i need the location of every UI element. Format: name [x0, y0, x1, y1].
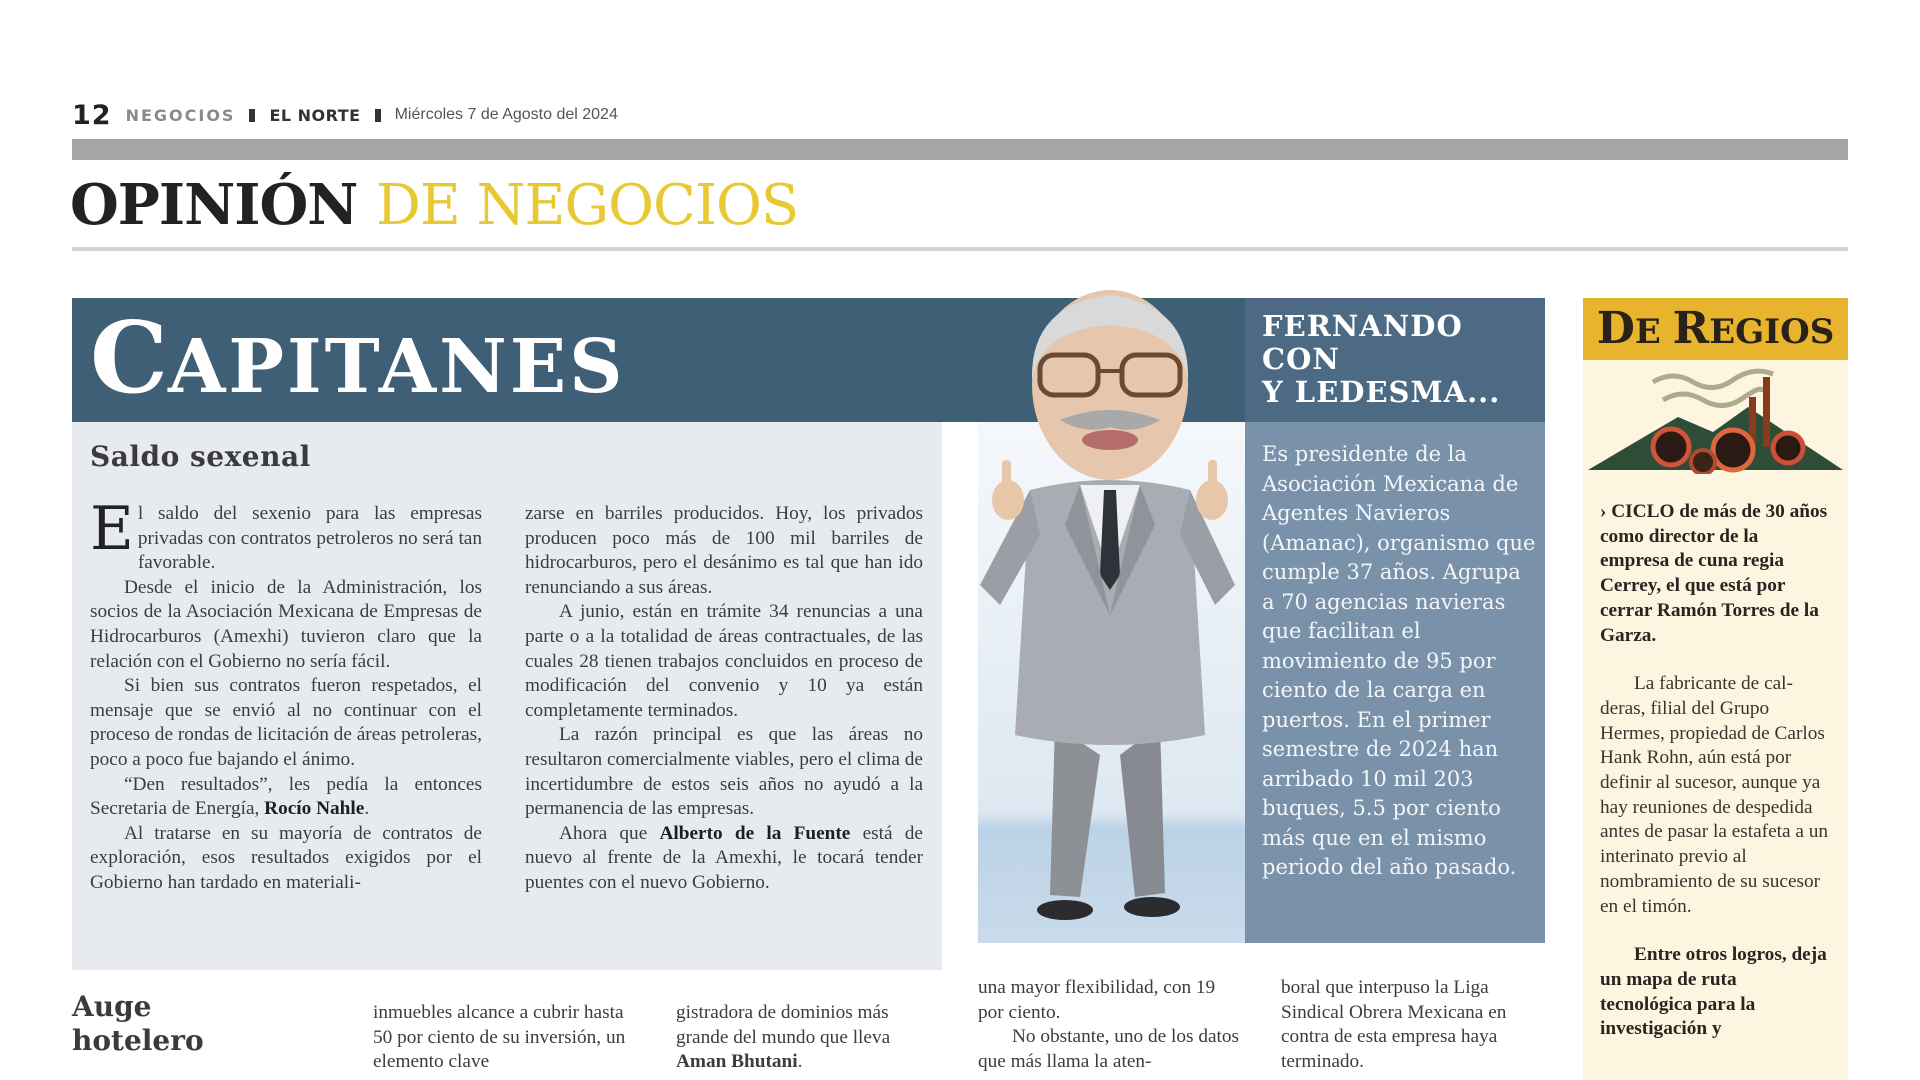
paragraph: Al tratarse en su mayoría de contratos de exploración, esos resultados exigidos por el Gobierno han tardado en materiali-	[90, 822, 482, 893]
bullet-chevron-icon: ›	[1600, 501, 1607, 522]
person-name: Rocío Nahle	[264, 798, 365, 820]
profile-name	[1262, 310, 1500, 409]
folio-line	[72, 100, 618, 130]
bottom-column-1	[373, 1001, 635, 1075]
paragraph-text: Ahora que	[559, 822, 660, 844]
section-divider	[72, 247, 1848, 251]
paragraph: No obstante, uno de los datos que más llama la aten-	[978, 1026, 1240, 1073]
title-initial: D	[1596, 303, 1635, 354]
section-title-negocios: DE NEGOCIOS	[375, 173, 799, 238]
header-rule	[72, 139, 1848, 160]
bottom-subhead	[72, 990, 204, 1058]
paragraph-text: está de nuevo al frente de la Amexhi, le tocará tender puentes con el nuevo Gobierno.	[525, 822, 923, 893]
paragraph-text: l saldo del sexenio para las empresas privadas con contratos petroleros no será tan favorable.	[137, 503, 482, 574]
article-column-1	[90, 494, 482, 896]
title-rest: E	[1634, 312, 1673, 352]
subhead-line: Auge	[72, 990, 152, 1023]
article-subhead: Saldo sexenal	[90, 440, 311, 473]
title-rest: EGIOS	[1709, 312, 1835, 352]
page-number: 12	[72, 99, 112, 131]
profile-name-line: FERNANDO	[1262, 309, 1463, 343]
folio-section: NEGOCIOS	[125, 105, 236, 125]
drop-cap: E	[90, 494, 134, 564]
factory-mountain-gears-icon	[1583, 362, 1848, 474]
title-initial: C	[90, 301, 168, 416]
bottom-column-3	[978, 976, 1240, 1075]
lead-keyword: CICLO	[1611, 501, 1675, 522]
caricature-illustration	[960, 285, 1260, 950]
subhead-line: hotelero	[72, 1024, 204, 1057]
paragraph: Entre otros logros, deja un mapa de ruta tecnológica para la investigación y	[1600, 944, 1827, 1040]
person-name: Aman Bhutani	[676, 1051, 798, 1073]
section-title-opinion: OPINIÓN	[70, 172, 358, 238]
paragraph	[90, 494, 482, 576]
paragraph	[676, 1001, 941, 1075]
paragraph: una mayor flexibilidad, con 19 por ciento.	[978, 977, 1216, 1023]
profile-text: Es presidente de la Asociación Mexicana de Agentes Navieros (Amanac), organismo que cumple 37 años. Agrupa a 70 agencias navieras que facilitan el movimiento de 95 por ciento de la carga en puertos. En el primer semestre de 2024 han arribado 10 mil 203 buques, 5.5 por ciento más que en el mismo periodo del año pasado.	[1262, 442, 1536, 879]
paragraph-text: gistradora de dominios más grande del mundo que lleva	[676, 1002, 891, 1048]
title-initial: R	[1672, 303, 1710, 354]
article-column-2	[525, 502, 923, 896]
paragraph: zarse en barriles producidos. Hoy, los privados producen poco más de 100 mil barriles de hidrocarburos, pero el desánimo es tal que han ido renunciando a sus áreas.	[525, 503, 923, 598]
folio-square-icon	[375, 109, 381, 122]
bottom-column-2	[676, 1001, 941, 1075]
newspaper-name: EL NORTE	[269, 105, 361, 125]
de-regios-text	[1600, 500, 1830, 1066]
paragraph: Si bien sus contratos fueron respetados, el mensaje que se envió al no continuar con el proceso de rondas de licitación de áreas petroleras, poco a poco fue bajando el ánimo.	[90, 675, 482, 770]
de-regios-title	[1583, 303, 1848, 354]
paragraph: inmuebles alcance a cubrir hasta 50 por ciento de su inversión, un elemento clave	[373, 1002, 626, 1073]
folio-square-icon	[249, 109, 255, 122]
paragraph	[90, 773, 482, 822]
paragraph-text: .	[364, 798, 370, 820]
paragraph: boral que interpuso la Liga Sindical Obrera Mexicana en contra de esta empresa haya terminado.	[1281, 977, 1507, 1073]
profile-name-line: CON	[1262, 342, 1340, 376]
paragraph: La fabricante de calderas, filial del Grupo Hermes, propiedad de Carlos Hank Rohn, aún está por definir al sucesor, aunque ya hay reuniones de despedida antes de pasar la estafeta a un interinato previo al nombramiento de su sucesor en el timón.	[1600, 673, 1829, 917]
paragraph: A junio, están en trámite 34 renuncias a una parte o a la totalidad de áreas contractuales, de las cuales 28 tienen trabajos concluidos en proceso de modificación del convenio y 10 ya están completamente terminados.	[525, 601, 923, 721]
paragraph: La razón principal es que las áreas no resultaron comercialmente viables, pero el clima de incertidumbre de estos seis años no ayudó a la permanencia de las empresas.	[525, 724, 923, 820]
paragraph-text: de más de 30 años como director de la empresa de cuna regia Cerrey, el que está por cerrar Ramón Torres de la Garza.	[1600, 501, 1828, 646]
paragraph-text: “Den resultados”, les pedía la entonces Secretaria de Energía,	[90, 773, 482, 820]
profile-name-line: Y LEDESMA...	[1262, 375, 1501, 409]
person-name: Alberto de la Fuente	[659, 822, 851, 844]
title-rest: APITANES	[168, 324, 626, 410]
bottom-column-4	[1281, 976, 1543, 1075]
paragraph	[525, 822, 923, 896]
section-title	[70, 170, 798, 241]
paragraph: Desde el inicio de la Administración, los socios de la Asociación Mexicana de Empresas de Hidrocarburos (Amexhi) tuvieron claro que la relación con el Gobierno no sería fácil.	[90, 576, 482, 672]
publication-date: Miércoles 7 de Agosto del 2024	[394, 106, 618, 123]
paragraph	[1600, 500, 1830, 648]
paragraph-text: .	[797, 1051, 803, 1073]
